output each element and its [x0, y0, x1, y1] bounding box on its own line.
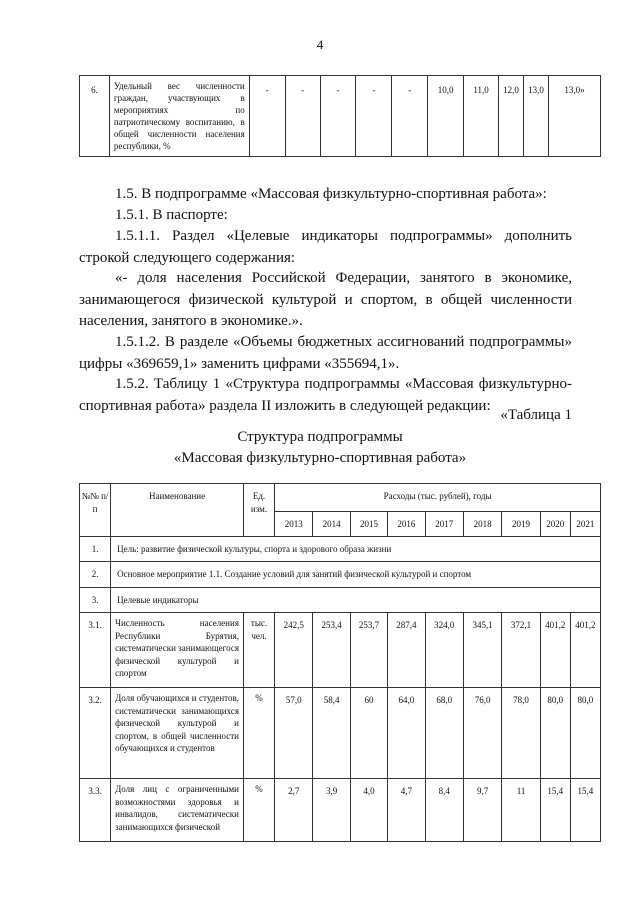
value-cell: 9,7: [463, 779, 501, 842]
header-unit: Ед. изм.: [243, 484, 274, 537]
value-cell: 76,0: [463, 688, 501, 779]
value-cell: 80,0: [570, 688, 600, 779]
value-cell: 11: [502, 779, 540, 842]
value-cell: 4,0: [350, 779, 387, 842]
row-number: 2.: [80, 562, 111, 588]
year-header: 2013: [275, 511, 313, 536]
header-num: №№ п/п: [80, 484, 111, 537]
value-cell: 10,0: [428, 76, 464, 157]
indicator-name: Доля обучающихся и студентов, систематически занимающихся физической культурой и спортом, в общей численности обучающихся и студентов: [111, 688, 244, 779]
value-cell: 78,0: [502, 688, 540, 779]
value-cell: 15,4: [540, 779, 570, 842]
paragraph-1-5-1-1: 1.5.1.1. Раздел «Целевые индикаторы подпрограммы» дополнить строкой следующего содержания:: [79, 228, 572, 266]
value-cell: 57,0: [275, 688, 313, 779]
value-cell: 15,4: [570, 779, 600, 842]
paragraph-1-5: 1.5. В подпрограмме «Массовая физкультурно-спортивная работа»:: [115, 186, 547, 202]
table-row: [80, 779, 601, 842]
row-number: 3.1.: [80, 613, 111, 688]
unit-cell: %: [243, 688, 274, 779]
indicator-name: Численность населения Республики Бурятия, систематически занимающегося физической культурой и спортом: [111, 613, 244, 688]
paragraph-1-5-1: 1.5.1. В паспорте:: [115, 207, 228, 223]
year-header: 2016: [388, 511, 425, 536]
value-cell: 242,5: [275, 613, 313, 688]
unit-cell: тыс. чел.: [243, 613, 274, 688]
paragraph-1-5-2: 1.5.2. Таблицу 1 «Структура подпрограммы «Массовая физкультурно-спортивная работа» раздела II изложить в следующей редакции:: [79, 376, 572, 414]
year-header: 2020: [540, 511, 570, 536]
value-cell: -: [356, 76, 392, 157]
value-cell: -: [392, 76, 428, 157]
row-number: 6.: [80, 76, 110, 157]
activity-cell: Основное мероприятие 1.1. Создание условий для занятий физической культурой и спортом: [111, 562, 601, 588]
table-row: [80, 536, 601, 562]
year-header: 2021: [570, 511, 600, 536]
table-row: [80, 562, 601, 588]
value-cell: -: [249, 76, 285, 157]
value-cell: -: [285, 76, 320, 157]
continued-table: [79, 75, 601, 157]
value-cell: 4,7: [388, 779, 425, 842]
value-cell: 8,4: [425, 779, 463, 842]
structure-table: [79, 483, 601, 842]
header-name: Наименование: [111, 484, 244, 537]
table-row: [80, 76, 601, 157]
value-cell: 324,0: [425, 613, 463, 688]
indicators-cell: Целевые индикаторы: [111, 587, 601, 613]
value-cell: -: [320, 76, 356, 157]
row-number: 3.: [80, 587, 111, 613]
page-number: 4: [316, 37, 324, 52]
row-number: 3.3.: [80, 779, 111, 842]
value-cell: 80,0: [540, 688, 570, 779]
value-cell: 345,1: [463, 613, 501, 688]
table-row: [80, 688, 601, 779]
indicator-name: Доля лиц с ограниченными возможностями здоровья и инвалидов, систематически занимающихся физической: [111, 779, 244, 842]
unit-cell: %: [243, 779, 274, 842]
table-title-line-2: «Массовая физкультурно-спортивная работа»: [173, 450, 467, 466]
value-cell: 68,0: [425, 688, 463, 779]
table-title-line-1: Структура подпрограммы: [237, 429, 403, 445]
value-cell: 287,4: [388, 613, 425, 688]
row-number: 3.2.: [80, 688, 111, 779]
value-cell: 401,2: [570, 613, 600, 688]
value-cell: 11,0: [464, 76, 499, 157]
paragraph-1-5-1-2: 1.5.1.2. В разделе «Объемы бюджетных ассигнований подпрограммы» цифры «369659,1» заменить цифрами «355694,1».: [79, 334, 572, 372]
row-number: 1.: [80, 536, 111, 562]
value-cell: 372,1: [502, 613, 540, 688]
value-cell: 58,4: [313, 688, 350, 779]
value-cell: 3,9: [313, 779, 350, 842]
value-cell: 253,4: [313, 613, 350, 688]
value-cell: 12,0: [499, 76, 524, 157]
value-cell: 2,7: [275, 779, 313, 842]
year-header: 2014: [313, 511, 350, 536]
value-cell: 60: [350, 688, 387, 779]
value-cell: 253,7: [350, 613, 387, 688]
value-cell: 13,0: [524, 76, 549, 157]
table-row: [80, 587, 601, 613]
goal-cell: Цель: развитие физической культуры, спорта и здорового образа жизни: [111, 536, 601, 562]
header-expenses: Расходы (тыс. рублей), годы: [275, 484, 601, 512]
header-row: [80, 484, 601, 512]
indicator-name: Удельный вес численности граждан, участвующих в мероприятиях по патриотическому воспитанию, в общей численности населения республики, %: [109, 76, 249, 157]
value-cell: 64,0: [388, 688, 425, 779]
year-header: 2019: [502, 511, 540, 536]
table-label: «Таблица 1: [500, 407, 572, 423]
paragraph-quote: «- доля населения Российской Федерации, занятого в экономике, занимающегося физической культурой и спортом, в общей численности населения, занятого в экономике.».: [79, 270, 572, 329]
value-cell: 401,2: [540, 613, 570, 688]
year-header: 2015: [350, 511, 387, 536]
table-row: [80, 613, 601, 688]
year-header: 2018: [463, 511, 501, 536]
year-header: 2017: [425, 511, 463, 536]
value-cell: 13,0»: [549, 76, 601, 157]
